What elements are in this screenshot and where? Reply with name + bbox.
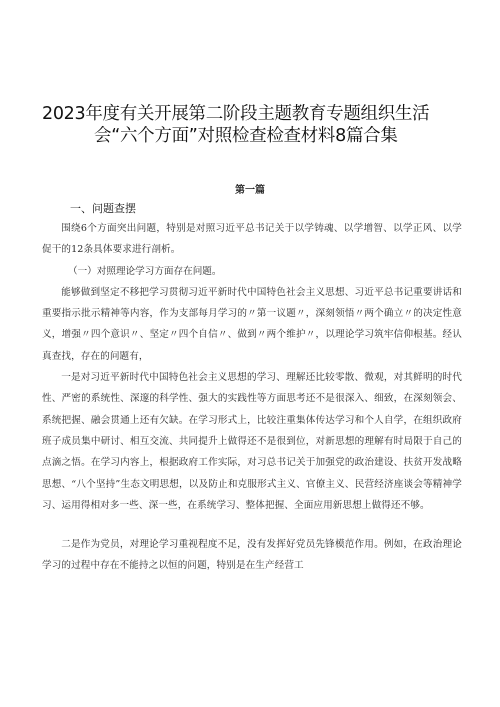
document-title-line-2: 会“六个方面”对照检查检查材料8篇合集 bbox=[94, 126, 398, 146]
document-body bbox=[42, 218, 462, 577]
section-label: 第一篇 bbox=[235, 185, 265, 196]
paragraph-intro: 围绕6个方面突出问题，特别是对照习近平总书记关于以学铸魂、以学增智、以学正风、以学促干的12条具体要求进行剖析。 bbox=[42, 223, 462, 256]
heading-problem-review: 一、问题查摆 bbox=[70, 202, 136, 215]
heading-theory-study: （一）对照理论学习方面存在问题。 bbox=[68, 265, 222, 277]
paragraph-3: 二是作为党员，对理论学习重视程度不足，没有发挥好党员先锋模范作用。例如，在政治理论学习的过程中存在不能持之以恒的问题，特别是在生产经营工 bbox=[42, 539, 462, 572]
paragraph-gap bbox=[42, 516, 462, 534]
paragraph-2: 一是对习近平新时代中国特色社会主义思想的学习、理解还比较零散、微观，对其鲜明的时代性、严密的系统性、深邃的科学性、强大的实践性等方面思考还不是很深入、细致，在深刻领会、系统把握、融会贯通上还有欠缺。在学习形式上，比较注重集体传达学习和个人自学，在组织政府班子成员集中研讨、相互交流、共同提升上做得还不是很到位，对新思想的理解有时局限于自己的点滴之悟。在学习内容上，根据政府工作实际，对习总书记关于加强党的政治建设、扶贫开发战略思想、“八个坚持”生态文明思想，以及防止和克服形式主义、官僚主义、民营经济座谈会等精神学习、运用得相对多一些、深一些，在系统学习、整体把握、全面应用新思想上做得还不够。 bbox=[42, 372, 462, 511]
paragraph-1: 能够做到坚定不移把学习贯彻习近平新时代中国特色社会主义思想、习近平总书记重要讲话和重要指示批示精神等内容，作为支部每月学习的〃第一议题〃，深刻领悟〃两个确立〃的决定性意义，增强〃四个意识〃、坚定〃四个自信〃、做到〃两个维护〃，以理论学习筑牢信仰根基。经认真查找，存在的问题有， bbox=[42, 286, 462, 362]
document-title-line-1: 2023年度有关开展第二阶段主题教育专题组织生活 bbox=[42, 104, 430, 124]
